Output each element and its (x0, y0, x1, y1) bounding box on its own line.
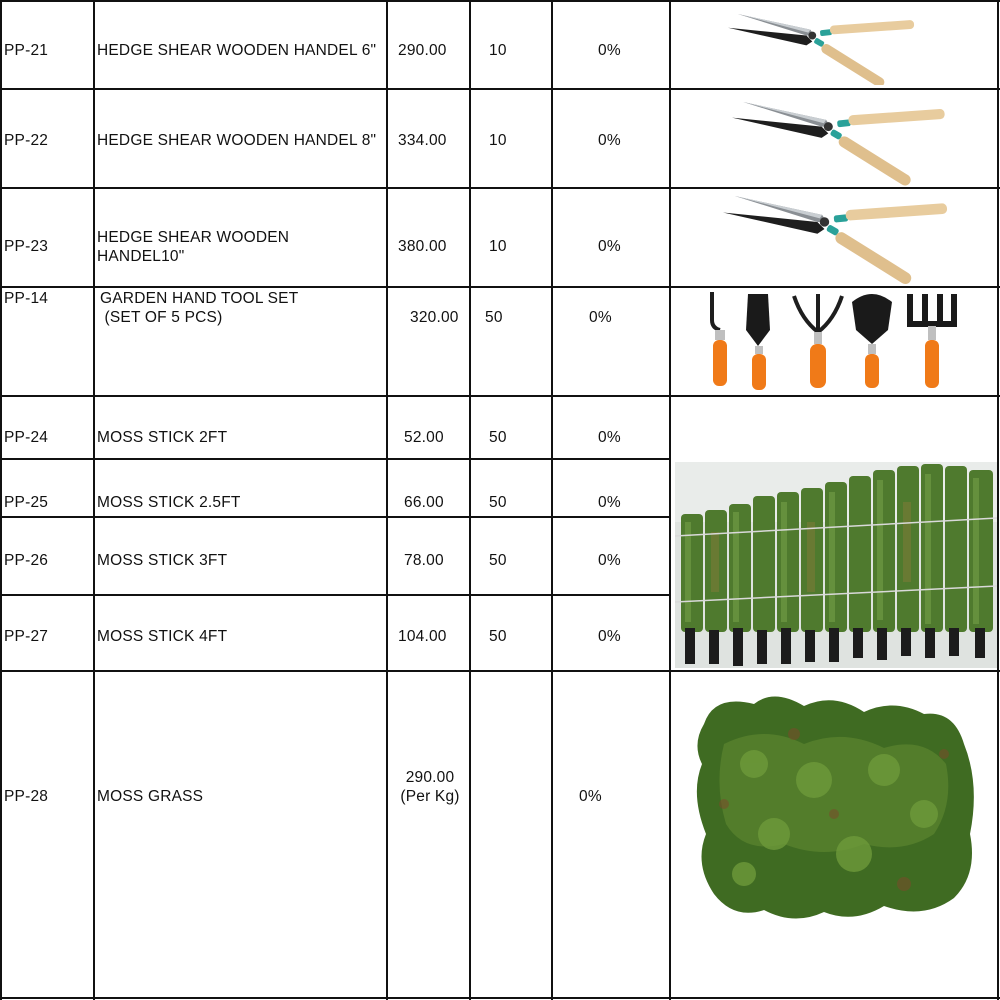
item-discount: 0% (598, 494, 621, 511)
item-code: PP-26 (4, 552, 49, 569)
item-description: MOSS STICK 4FT (97, 628, 228, 645)
item-price: 78.00 (404, 552, 444, 569)
item-code: PP-14 (4, 290, 49, 307)
table-border-bottom (0, 997, 1000, 999)
item-price: 104.00 (398, 628, 447, 645)
item-description: MOSS GRASS (97, 788, 204, 805)
item-description: GARDEN HAND TOOL SET (SET OF 5 PCS) (100, 290, 299, 326)
item-price: 290.00 (398, 42, 447, 59)
item-quantity: 10 (489, 238, 507, 255)
hedge-shear-photo (715, 192, 955, 284)
item-code: PP-25 (4, 494, 49, 511)
moss-stick-photo (675, 462, 997, 668)
item-price: 290.00 (Per Kg) (400, 769, 460, 805)
item-description: MOSS STICK 2.5FT (97, 494, 241, 511)
row-divider (0, 88, 1000, 90)
item-discount: 0% (598, 552, 621, 569)
item-quantity: 50 (485, 309, 503, 326)
item-code: PP-21 (4, 42, 49, 59)
column-divider (93, 0, 95, 1000)
row-divider (0, 395, 1000, 397)
table-border-top (0, 0, 1000, 2)
item-description: HEDGE SHEAR WOODEN HANDEL 6" (97, 42, 377, 59)
column-divider (386, 0, 388, 1000)
item-price: 66.00 (404, 494, 444, 511)
item-quantity: 10 (489, 42, 507, 59)
row-divider (0, 594, 670, 596)
hedge-shear-photo (720, 98, 950, 186)
table-border-right (997, 0, 999, 1000)
item-code: PP-27 (4, 628, 49, 645)
row-divider (0, 458, 670, 460)
item-description: MOSS STICK 2FT (97, 429, 228, 446)
moss-grass-photo (684, 684, 984, 929)
row-divider (0, 670, 1000, 672)
item-quantity: 50 (489, 429, 507, 446)
item-code: PP-22 (4, 132, 49, 149)
item-code: PP-23 (4, 238, 49, 255)
item-discount: 0% (598, 429, 621, 446)
column-divider (551, 0, 553, 1000)
item-discount: 0% (598, 132, 621, 149)
item-discount: 0% (579, 788, 602, 805)
hedge-shear-photo (720, 10, 920, 85)
item-description: MOSS STICK 3FT (97, 552, 228, 569)
item-description: HEDGE SHEAR WOODEN HANDEL 8" (97, 132, 377, 149)
item-quantity: 10 (489, 132, 507, 149)
item-price: 320.00 (410, 309, 459, 326)
table-border-left (0, 0, 2, 1000)
item-discount: 0% (598, 238, 621, 255)
item-discount: 0% (598, 42, 621, 59)
row-divider (0, 187, 1000, 189)
item-price: 380.00 (398, 238, 447, 255)
row-divider (0, 286, 1000, 288)
item-quantity: 50 (489, 552, 507, 569)
column-divider (669, 0, 671, 1000)
item-price: 52.00 (404, 429, 444, 446)
row-divider (0, 516, 670, 518)
item-code: PP-28 (4, 788, 49, 805)
item-code: PP-24 (4, 429, 49, 446)
item-price: 334.00 (398, 132, 447, 149)
column-divider (469, 0, 471, 1000)
item-discount: 0% (589, 309, 612, 326)
garden-tool-set-photo (700, 290, 980, 392)
item-description: HEDGE SHEAR WOODEN HANDEL10" (97, 229, 290, 265)
item-quantity: 50 (489, 628, 507, 645)
item-quantity: 50 (489, 494, 507, 511)
item-discount: 0% (598, 628, 621, 645)
